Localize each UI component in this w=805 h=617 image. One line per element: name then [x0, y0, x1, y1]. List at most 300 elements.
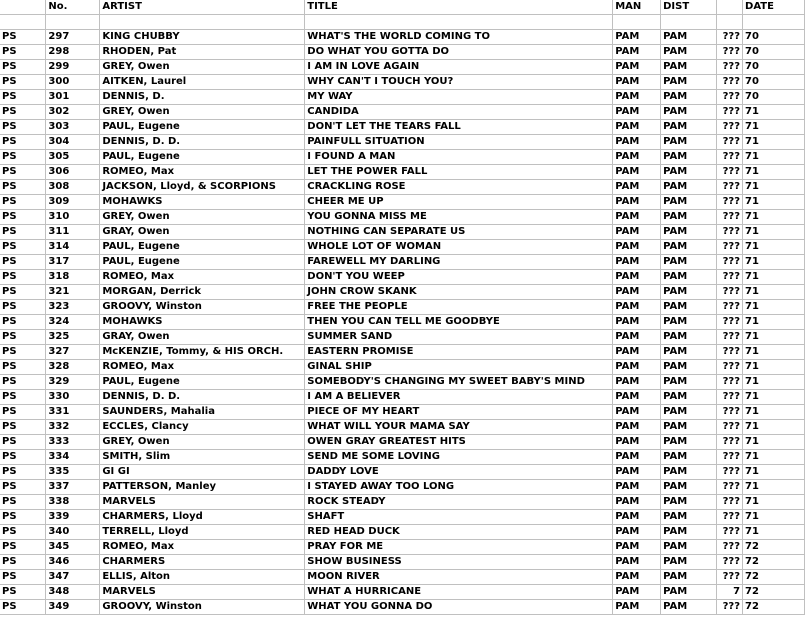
dist-cell[interactable]: PAM — [661, 150, 717, 165]
man-cell[interactable]: PAM — [613, 375, 661, 390]
artist-cell[interactable]: MORGAN, Derrick — [100, 285, 305, 300]
prefix-cell[interactable]: PS — [0, 345, 46, 360]
man-cell[interactable]: PAM — [613, 420, 661, 435]
man-cell[interactable]: PAM — [613, 150, 661, 165]
man-cell[interactable]: PAM — [613, 480, 661, 495]
status-cell[interactable]: ??? — [717, 120, 743, 135]
number-cell[interactable]: 340 — [46, 525, 100, 540]
dist-cell[interactable]: PAM — [661, 165, 717, 180]
dist-cell[interactable]: PAM — [661, 30, 717, 45]
status-cell[interactable]: ??? — [717, 390, 743, 405]
artist-cell[interactable]: PAUL, Eugene — [100, 150, 305, 165]
number-cell[interactable]: 337 — [46, 480, 100, 495]
man-cell[interactable]: PAM — [613, 135, 661, 150]
dist-cell[interactable]: PAM — [661, 345, 717, 360]
prefix-cell[interactable]: PS — [0, 105, 46, 120]
date-cell[interactable]: 71 — [743, 525, 805, 540]
man-cell[interactable]: PAM — [613, 345, 661, 360]
artist-cell[interactable]: PAUL, Eugene — [100, 120, 305, 135]
artist-cell[interactable]: KING CHUBBY — [100, 30, 305, 45]
man-cell[interactable]: PAM — [613, 180, 661, 195]
title-cell[interactable]: I AM A BELIEVER — [305, 390, 613, 405]
title-cell[interactable]: NOTHING CAN SEPARATE US — [305, 225, 613, 240]
status-cell[interactable]: ??? — [717, 285, 743, 300]
prefix-cell[interactable]: PS — [0, 135, 46, 150]
date-cell[interactable]: 70 — [743, 60, 805, 75]
title-cell[interactable]: DON'T YOU WEEP — [305, 270, 613, 285]
artist-cell[interactable]: CHARMERS, Lloyd — [100, 510, 305, 525]
dist-cell[interactable]: PAM — [661, 510, 717, 525]
date-cell[interactable]: 71 — [743, 270, 805, 285]
title-cell[interactable]: JOHN CROW SKANK — [305, 285, 613, 300]
prefix-cell[interactable]: PS — [0, 180, 46, 195]
empty-cell[interactable] — [717, 15, 743, 30]
dist-cell[interactable]: PAM — [661, 465, 717, 480]
title-cell[interactable]: MOON RIVER — [305, 570, 613, 585]
status-cell[interactable]: ??? — [717, 510, 743, 525]
number-cell[interactable]: 331 — [46, 405, 100, 420]
man-cell[interactable]: PAM — [613, 75, 661, 90]
artist-cell[interactable]: ROMEO, Max — [100, 360, 305, 375]
number-cell[interactable]: 339 — [46, 510, 100, 525]
artist-cell[interactable]: AITKEN, Laurel — [100, 75, 305, 90]
status-cell[interactable]: ??? — [717, 330, 743, 345]
status-cell[interactable]: ??? — [717, 30, 743, 45]
dist-cell[interactable]: PAM — [661, 600, 717, 615]
date-cell[interactable]: 72 — [743, 600, 805, 615]
empty-cell[interactable] — [46, 15, 100, 30]
number-cell[interactable]: 304 — [46, 135, 100, 150]
title-cell[interactable]: YOU GONNA MISS ME — [305, 210, 613, 225]
date-cell[interactable]: 72 — [743, 570, 805, 585]
prefix-cell[interactable]: PS — [0, 225, 46, 240]
artist-cell[interactable]: DENNIS, D. — [100, 90, 305, 105]
date-cell[interactable]: 71 — [743, 465, 805, 480]
status-cell[interactable]: ??? — [717, 375, 743, 390]
dist-cell[interactable]: PAM — [661, 285, 717, 300]
date-cell[interactable]: 71 — [743, 210, 805, 225]
title-cell[interactable]: CRACKLING ROSE — [305, 180, 613, 195]
date-cell[interactable]: 71 — [743, 345, 805, 360]
man-cell[interactable]: PAM — [613, 120, 661, 135]
prefix-cell[interactable]: PS — [0, 540, 46, 555]
dist-cell[interactable]: PAM — [661, 420, 717, 435]
artist-cell[interactable]: PAUL, Eugene — [100, 375, 305, 390]
dist-cell[interactable]: PAM — [661, 120, 717, 135]
dist-cell[interactable]: PAM — [661, 270, 717, 285]
artist-cell[interactable]: McKENZIE, Tommy, & HIS ORCH. — [100, 345, 305, 360]
man-cell[interactable]: PAM — [613, 450, 661, 465]
prefix-cell[interactable]: PS — [0, 165, 46, 180]
status-cell[interactable]: ??? — [717, 525, 743, 540]
empty-cell[interactable] — [100, 15, 305, 30]
artist-cell[interactable]: DENNIS, D. D. — [100, 135, 305, 150]
status-cell[interactable]: ??? — [717, 360, 743, 375]
status-cell[interactable]: ??? — [717, 135, 743, 150]
artist-cell[interactable]: GROOVY, Winston — [100, 300, 305, 315]
status-cell[interactable]: ??? — [717, 570, 743, 585]
man-cell[interactable]: PAM — [613, 105, 661, 120]
date-cell[interactable]: 71 — [743, 420, 805, 435]
dist-cell[interactable]: PAM — [661, 480, 717, 495]
status-cell[interactable]: ??? — [717, 540, 743, 555]
man-cell[interactable]: PAM — [613, 570, 661, 585]
artist-cell[interactable]: GREY, Owen — [100, 210, 305, 225]
artist-cell[interactable]: PAUL, Eugene — [100, 255, 305, 270]
prefix-cell[interactable]: PS — [0, 120, 46, 135]
number-cell[interactable]: 308 — [46, 180, 100, 195]
title-cell[interactable]: WHAT'S THE WORLD COMING TO — [305, 30, 613, 45]
empty-cell[interactable] — [661, 15, 717, 30]
date-cell[interactable]: 71 — [743, 390, 805, 405]
date-cell[interactable]: 71 — [743, 225, 805, 240]
artist-cell[interactable]: ROMEO, Max — [100, 165, 305, 180]
dist-cell[interactable]: PAM — [661, 240, 717, 255]
number-cell[interactable]: 305 — [46, 150, 100, 165]
artist-cell[interactable]: GRAY, Owen — [100, 330, 305, 345]
status-cell[interactable]: ??? — [717, 405, 743, 420]
date-cell[interactable]: 71 — [743, 135, 805, 150]
title-cell[interactable]: ROCK STEADY — [305, 495, 613, 510]
number-cell[interactable]: 298 — [46, 45, 100, 60]
artist-cell[interactable]: CHARMERS — [100, 555, 305, 570]
date-cell[interactable]: 71 — [743, 195, 805, 210]
title-cell[interactable]: FAREWELL MY DARLING — [305, 255, 613, 270]
dist-cell[interactable]: PAM — [661, 90, 717, 105]
date-cell[interactable]: 70 — [743, 45, 805, 60]
dist-cell[interactable]: PAM — [661, 105, 717, 120]
date-cell[interactable]: 71 — [743, 300, 805, 315]
title-cell[interactable]: PIECE OF MY HEART — [305, 405, 613, 420]
man-cell[interactable]: PAM — [613, 60, 661, 75]
dist-cell[interactable]: PAM — [661, 195, 717, 210]
date-cell[interactable]: 71 — [743, 510, 805, 525]
date-cell[interactable]: 70 — [743, 90, 805, 105]
man-cell[interactable]: PAM — [613, 525, 661, 540]
artist-cell[interactable]: JACKSON, Lloyd, & SCORPIONS — [100, 180, 305, 195]
prefix-cell[interactable]: PS — [0, 570, 46, 585]
status-cell[interactable]: ??? — [717, 435, 743, 450]
title-cell[interactable]: LET THE POWER FALL — [305, 165, 613, 180]
title-cell[interactable]: WHOLE LOT OF WOMAN — [305, 240, 613, 255]
number-cell[interactable]: 327 — [46, 345, 100, 360]
date-cell[interactable]: 71 — [743, 165, 805, 180]
prefix-cell[interactable]: PS — [0, 255, 46, 270]
title-cell[interactable]: CANDIDA — [305, 105, 613, 120]
number-cell[interactable]: 329 — [46, 375, 100, 390]
number-cell[interactable]: 302 — [46, 105, 100, 120]
prefix-cell[interactable]: PS — [0, 150, 46, 165]
status-cell[interactable]: ??? — [717, 315, 743, 330]
prefix-cell[interactable]: PS — [0, 600, 46, 615]
header-cell-date[interactable]: DATE — [743, 0, 805, 15]
title-cell[interactable]: SHAFT — [305, 510, 613, 525]
prefix-cell[interactable]: PS — [0, 285, 46, 300]
man-cell[interactable]: PAM — [613, 585, 661, 600]
status-cell[interactable]: ??? — [717, 165, 743, 180]
dist-cell[interactable]: PAM — [661, 435, 717, 450]
date-cell[interactable]: 71 — [743, 255, 805, 270]
man-cell[interactable]: PAM — [613, 435, 661, 450]
title-cell[interactable]: SUMMER SAND — [305, 330, 613, 345]
number-cell[interactable]: 301 — [46, 90, 100, 105]
man-cell[interactable]: PAM — [613, 465, 661, 480]
artist-cell[interactable]: GREY, Owen — [100, 435, 305, 450]
dist-cell[interactable]: PAM — [661, 360, 717, 375]
title-cell[interactable]: I AM IN LOVE AGAIN — [305, 60, 613, 75]
number-cell[interactable]: 306 — [46, 165, 100, 180]
status-cell[interactable]: ??? — [717, 150, 743, 165]
artist-cell[interactable]: GREY, Owen — [100, 60, 305, 75]
title-cell[interactable]: I FOUND A MAN — [305, 150, 613, 165]
number-cell[interactable]: 323 — [46, 300, 100, 315]
empty-cell[interactable] — [305, 15, 613, 30]
artist-cell[interactable]: SAUNDERS, Mahalia — [100, 405, 305, 420]
number-cell[interactable]: 318 — [46, 270, 100, 285]
prefix-cell[interactable]: PS — [0, 375, 46, 390]
dist-cell[interactable]: PAM — [661, 450, 717, 465]
dist-cell[interactable]: PAM — [661, 390, 717, 405]
date-cell[interactable]: 71 — [743, 315, 805, 330]
man-cell[interactable]: PAM — [613, 510, 661, 525]
title-cell[interactable]: SHOW BUSINESS — [305, 555, 613, 570]
prefix-cell[interactable]: PS — [0, 210, 46, 225]
title-cell[interactable]: GINAL SHIP — [305, 360, 613, 375]
date-cell[interactable]: 71 — [743, 240, 805, 255]
title-cell[interactable]: PAINFULL SITUATION — [305, 135, 613, 150]
man-cell[interactable]: PAM — [613, 540, 661, 555]
artist-cell[interactable]: PAUL, Eugene — [100, 240, 305, 255]
status-cell[interactable]: ??? — [717, 75, 743, 90]
header-cell-dist[interactable]: DIST — [661, 0, 717, 15]
status-cell[interactable]: ??? — [717, 465, 743, 480]
number-cell[interactable]: 346 — [46, 555, 100, 570]
artist-cell[interactable]: RHODEN, Pat — [100, 45, 305, 60]
number-cell[interactable]: 299 — [46, 60, 100, 75]
man-cell[interactable]: PAM — [613, 90, 661, 105]
status-cell[interactable]: ??? — [717, 45, 743, 60]
title-cell[interactable]: FREE THE PEOPLE — [305, 300, 613, 315]
title-cell[interactable]: THEN YOU CAN TELL ME GOODBYE — [305, 315, 613, 330]
prefix-cell[interactable]: PS — [0, 405, 46, 420]
number-cell[interactable]: 300 — [46, 75, 100, 90]
prefix-cell[interactable]: PS — [0, 450, 46, 465]
prefix-cell[interactable]: PS — [0, 585, 46, 600]
dist-cell[interactable]: PAM — [661, 180, 717, 195]
header-cell-man[interactable]: MAN — [613, 0, 661, 15]
date-cell[interactable]: 71 — [743, 480, 805, 495]
title-cell[interactable]: PRAY FOR ME — [305, 540, 613, 555]
prefix-cell[interactable]: PS — [0, 390, 46, 405]
date-cell[interactable]: 71 — [743, 150, 805, 165]
header-cell-title[interactable]: TITLE — [305, 0, 613, 15]
man-cell[interactable]: PAM — [613, 45, 661, 60]
number-cell[interactable]: 335 — [46, 465, 100, 480]
date-cell[interactable]: 71 — [743, 285, 805, 300]
dist-cell[interactable]: PAM — [661, 315, 717, 330]
status-cell[interactable]: ??? — [717, 270, 743, 285]
prefix-cell[interactable]: PS — [0, 30, 46, 45]
number-cell[interactable]: 297 — [46, 30, 100, 45]
artist-cell[interactable]: ROMEO, Max — [100, 270, 305, 285]
title-cell[interactable]: CHEER ME UP — [305, 195, 613, 210]
prefix-cell[interactable]: PS — [0, 525, 46, 540]
status-cell[interactable]: ??? — [717, 105, 743, 120]
header-cell-blank-2[interactable] — [717, 0, 743, 15]
man-cell[interactable]: PAM — [613, 600, 661, 615]
empty-cell[interactable] — [743, 15, 805, 30]
number-cell[interactable]: 325 — [46, 330, 100, 345]
artist-cell[interactable]: DENNIS, D. D. — [100, 390, 305, 405]
number-cell[interactable]: 333 — [46, 435, 100, 450]
date-cell[interactable]: 72 — [743, 555, 805, 570]
number-cell[interactable]: 347 — [46, 570, 100, 585]
man-cell[interactable]: PAM — [613, 315, 661, 330]
date-cell[interactable]: 71 — [743, 375, 805, 390]
number-cell[interactable]: 309 — [46, 195, 100, 210]
dist-cell[interactable]: PAM — [661, 60, 717, 75]
artist-cell[interactable]: MOHAWKS — [100, 195, 305, 210]
header-cell-artist[interactable]: ARTIST — [100, 0, 305, 15]
prefix-cell[interactable]: PS — [0, 90, 46, 105]
dist-cell[interactable]: PAM — [661, 555, 717, 570]
date-cell[interactable]: 72 — [743, 540, 805, 555]
title-cell[interactable]: DADDY LOVE — [305, 465, 613, 480]
title-cell[interactable]: EASTERN PROMISE — [305, 345, 613, 360]
status-cell[interactable]: ??? — [717, 345, 743, 360]
header-cell-no[interactable]: No. — [46, 0, 100, 15]
date-cell[interactable]: 71 — [743, 180, 805, 195]
status-cell[interactable]: ??? — [717, 210, 743, 225]
prefix-cell[interactable]: PS — [0, 45, 46, 60]
dist-cell[interactable]: PAM — [661, 405, 717, 420]
man-cell[interactable]: PAM — [613, 255, 661, 270]
number-cell[interactable]: 330 — [46, 390, 100, 405]
title-cell[interactable]: MY WAY — [305, 90, 613, 105]
artist-cell[interactable]: MOHAWKS — [100, 315, 305, 330]
prefix-cell[interactable]: PS — [0, 240, 46, 255]
man-cell[interactable]: PAM — [613, 390, 661, 405]
prefix-cell[interactable]: PS — [0, 75, 46, 90]
status-cell[interactable]: ??? — [717, 600, 743, 615]
man-cell[interactable]: PAM — [613, 285, 661, 300]
date-cell[interactable]: 71 — [743, 330, 805, 345]
prefix-cell[interactable]: PS — [0, 315, 46, 330]
date-cell[interactable]: 70 — [743, 75, 805, 90]
status-cell[interactable]: ??? — [717, 300, 743, 315]
number-cell[interactable]: 334 — [46, 450, 100, 465]
dist-cell[interactable]: PAM — [661, 540, 717, 555]
status-cell[interactable]: ??? — [717, 420, 743, 435]
title-cell[interactable]: I STAYED AWAY TOO LONG — [305, 480, 613, 495]
man-cell[interactable]: PAM — [613, 330, 661, 345]
date-cell[interactable]: 71 — [743, 405, 805, 420]
prefix-cell[interactable]: PS — [0, 300, 46, 315]
date-cell[interactable]: 71 — [743, 360, 805, 375]
man-cell[interactable]: PAM — [613, 240, 661, 255]
status-cell[interactable]: ??? — [717, 180, 743, 195]
number-cell[interactable]: 328 — [46, 360, 100, 375]
man-cell[interactable]: PAM — [613, 30, 661, 45]
prefix-cell[interactable]: PS — [0, 195, 46, 210]
prefix-cell[interactable]: PS — [0, 360, 46, 375]
empty-cell[interactable] — [613, 15, 661, 30]
dist-cell[interactable]: PAM — [661, 375, 717, 390]
artist-cell[interactable]: GREY, Owen — [100, 105, 305, 120]
status-cell[interactable]: ??? — [717, 255, 743, 270]
man-cell[interactable]: PAM — [613, 360, 661, 375]
number-cell[interactable]: 332 — [46, 420, 100, 435]
artist-cell[interactable]: PATTERSON, Manley — [100, 480, 305, 495]
prefix-cell[interactable]: PS — [0, 555, 46, 570]
number-cell[interactable]: 311 — [46, 225, 100, 240]
artist-cell[interactable]: GRAY, Owen — [100, 225, 305, 240]
status-cell[interactable]: 7 — [717, 585, 743, 600]
number-cell[interactable]: 349 — [46, 600, 100, 615]
title-cell[interactable]: WHAT YOU GONNA DO — [305, 600, 613, 615]
dist-cell[interactable]: PAM — [661, 45, 717, 60]
prefix-cell[interactable]: PS — [0, 435, 46, 450]
artist-cell[interactable]: MARVELS — [100, 495, 305, 510]
date-cell[interactable]: 72 — [743, 585, 805, 600]
prefix-cell[interactable]: PS — [0, 270, 46, 285]
prefix-cell[interactable]: PS — [0, 495, 46, 510]
man-cell[interactable]: PAM — [613, 495, 661, 510]
artist-cell[interactable]: TERRELL, Lloyd — [100, 525, 305, 540]
date-cell[interactable]: 71 — [743, 495, 805, 510]
date-cell[interactable]: 71 — [743, 120, 805, 135]
date-cell[interactable]: 70 — [743, 30, 805, 45]
prefix-cell[interactable]: PS — [0, 330, 46, 345]
prefix-cell[interactable]: PS — [0, 465, 46, 480]
date-cell[interactable]: 71 — [743, 435, 805, 450]
prefix-cell[interactable]: PS — [0, 420, 46, 435]
status-cell[interactable]: ??? — [717, 450, 743, 465]
man-cell[interactable]: PAM — [613, 195, 661, 210]
artist-cell[interactable]: GROOVY, Winston — [100, 600, 305, 615]
number-cell[interactable]: 317 — [46, 255, 100, 270]
number-cell[interactable]: 310 — [46, 210, 100, 225]
number-cell[interactable]: 345 — [46, 540, 100, 555]
status-cell[interactable]: ??? — [717, 495, 743, 510]
number-cell[interactable]: 338 — [46, 495, 100, 510]
man-cell[interactable]: PAM — [613, 210, 661, 225]
header-cell-blank[interactable] — [0, 0, 46, 15]
dist-cell[interactable]: PAM — [661, 255, 717, 270]
man-cell[interactable]: PAM — [613, 555, 661, 570]
dist-cell[interactable]: PAM — [661, 225, 717, 240]
number-cell[interactable]: 321 — [46, 285, 100, 300]
title-cell[interactable]: WHAT WILL YOUR MAMA SAY — [305, 420, 613, 435]
man-cell[interactable]: PAM — [613, 165, 661, 180]
dist-cell[interactable]: PAM — [661, 525, 717, 540]
status-cell[interactable]: ??? — [717, 195, 743, 210]
man-cell[interactable]: PAM — [613, 300, 661, 315]
title-cell[interactable]: WHAT A HURRICANE — [305, 585, 613, 600]
number-cell[interactable]: 314 — [46, 240, 100, 255]
man-cell[interactable]: PAM — [613, 405, 661, 420]
title-cell[interactable]: OWEN GRAY GREATEST HITS — [305, 435, 613, 450]
artist-cell[interactable]: ECCLES, Clancy — [100, 420, 305, 435]
prefix-cell[interactable]: PS — [0, 60, 46, 75]
status-cell[interactable]: ??? — [717, 555, 743, 570]
dist-cell[interactable]: PAM — [661, 570, 717, 585]
date-cell[interactable]: 71 — [743, 105, 805, 120]
number-cell[interactable]: 324 — [46, 315, 100, 330]
empty-cell[interactable] — [0, 15, 46, 30]
prefix-cell[interactable]: PS — [0, 510, 46, 525]
title-cell[interactable]: DO WHAT YOU GOTTA DO — [305, 45, 613, 60]
